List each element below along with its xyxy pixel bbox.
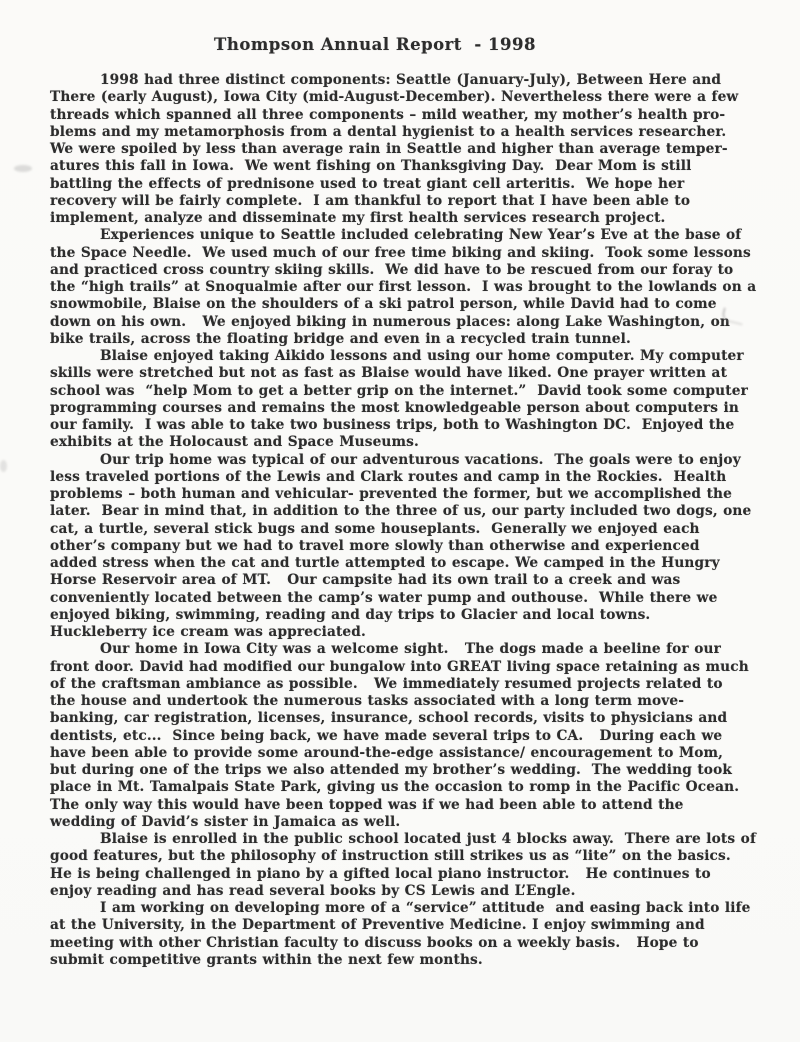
text-line: skills were stretched but not as fast as Blaise would have liked. One prayer written at bbox=[50, 365, 728, 382]
paragraph bbox=[50, 900, 750, 969]
text-line: dentists, etc... Since being back, we have made several trips to CA. During each we bbox=[50, 727, 723, 744]
text-line: added stress when the cat and turtle attempted to escape. We camped in the Hungry bbox=[50, 555, 720, 571]
text-line: I am working on developing more of a “service” attitude and easing back into life bbox=[100, 900, 751, 916]
text-line: snowmobile, Blaise on the shoulders of a ski patrol person, while David had to come bbox=[50, 296, 717, 313]
text-line: conveniently located between the camp’s water pump and outhouse. While there we bbox=[50, 589, 718, 606]
text-line: Our trip home was typical of our adventurous vacations. The goals were to enjoy bbox=[100, 451, 741, 468]
text-line: 1998 had three distinct components: Seattle (January-July), Between Here and bbox=[100, 72, 722, 88]
text-line: meeting with other Christian faculty to discuss books on a weekly basis. Hope to bbox=[50, 934, 699, 951]
text-line: We were spoiled by less than average rain in Seattle and higher than average temper- bbox=[50, 141, 728, 157]
text-line: programming courses and remains the most knowledgeable person about computers in bbox=[50, 399, 739, 416]
text-line: There (early August), Iowa City (mid-August-December). Nevertheless there were a few bbox=[50, 89, 739, 106]
text-line: have been able to provide some around-the-edge assistance/ encouragement to Mom, bbox=[50, 744, 724, 761]
text-line: the Space Needle. We used much of our free time biking and skiing. Took some lessons bbox=[50, 244, 751, 261]
text-line: recovery will be fairly complete. I am thankful to report that I have been able to bbox=[50, 192, 691, 209]
text-line: battling the effects of prednisone used to treat giant cell arteritis. We hope her bbox=[50, 175, 685, 192]
text-line: enjoyed biking, swimming, reading and day trips to Glacier and local towns. bbox=[50, 606, 651, 623]
text-line: threads which spanned all three components – mild weather, my mother’s health pro- bbox=[50, 106, 726, 123]
text-line: enjoy reading and has read several books by CS Lewis and L’Engle. bbox=[50, 882, 576, 899]
text-line: front door. David had modified our bungalow into GREAT living space retaining as much bbox=[50, 658, 749, 675]
text-line: Experiences unique to Seattle included celebrating New Year’s Eve at the base of bbox=[100, 227, 742, 244]
paragraph bbox=[50, 641, 750, 831]
text-line: Huckleberry ice cream was appreciated. bbox=[50, 624, 366, 640]
text-line: other’s company but we had to travel more slowly than otherwise and experienced bbox=[50, 537, 700, 554]
text-line: place in Mt. Tamalpais State Park, giving us the occasion to romp in the Pacific Ocean. bbox=[50, 779, 740, 796]
paragraph bbox=[50, 452, 750, 642]
text-line: later. Bear in mind that, in addition to the three of us, our party included two dogs, one bbox=[50, 503, 752, 520]
text-line: Horse Reservoir area of MT. Our campsite had its own trail to a creek and was bbox=[50, 572, 681, 589]
text-line: but during one of the trips we also attended my brother’s wedding. The wedding took bbox=[50, 762, 732, 778]
text-line: blems and my metamorphosis from a dental hygienist to a health services researcher. bbox=[50, 123, 727, 140]
text-line: The only way this would have been topped was if we had been able to attend the bbox=[50, 796, 684, 813]
text-line: the house and undertook the numerous tasks associated with a long term move- bbox=[50, 693, 685, 709]
text-line: less traveled portions of the Lewis and Clark routes and camp in the Rockies. Health bbox=[50, 468, 727, 485]
scan-smudge-artifact bbox=[14, 165, 32, 172]
text-line: atures this fall in Iowa. We went fishing on Thanksgiving Day. Dear Mom is still bbox=[50, 158, 692, 175]
text-line: good features, but the philosophy of instruction still strikes us as “lite” on the basics. bbox=[50, 848, 731, 865]
document-body bbox=[50, 72, 757, 969]
document-title: Thompson Annual Report - 1998 bbox=[214, 35, 536, 54]
text-line: of the craftsman ambiance as possible. We immediately resumed projects related to bbox=[50, 675, 723, 692]
paragraph bbox=[50, 72, 750, 227]
paragraph bbox=[50, 348, 750, 452]
text-line: school was “help Mom to get a better grip on the internet.” David took some computer bbox=[50, 382, 748, 399]
text-line: cat, a turtle, several stick bugs and some houseplants. Generally we enjoyed each bbox=[50, 520, 700, 537]
text-line: and practiced cross country skiing skills. We did have to be rescued from our foray to bbox=[50, 261, 734, 278]
text-line: bike trails, across the floating bridge and even in a recycled train tunnel. bbox=[50, 330, 631, 347]
paragraph bbox=[50, 831, 756, 900]
text-line: the “high trails” at Snoqualmie after our first lesson. I was brought to the lowlands on a bbox=[50, 279, 757, 295]
text-line: down on his own. We enjoyed biking in numerous places: along Lake Washington, on bbox=[50, 313, 730, 330]
text-line: wedding of David’s sister in Jamaica as well. bbox=[50, 813, 401, 830]
text-line: submit competitive grants within the next few months. bbox=[50, 951, 483, 968]
text-line: He is being challenged in piano by a gifted local piano instructor. He continues to bbox=[50, 865, 711, 882]
paragraph bbox=[50, 227, 757, 348]
text-line: Our home in Iowa City was a welcome sight. The dogs made a beeline for our bbox=[100, 641, 721, 658]
scan-edge-artifact bbox=[0, 460, 7, 472]
text-line: at the University, in the Department of Preventive Medicine. I enjoy swimming and bbox=[50, 917, 705, 934]
text-line: our family. I was able to take two business trips, both to Washington DC. Enjoyed the bbox=[50, 417, 735, 433]
text-line: banking, car registration, licenses, insurance, school records, visits to physicians and bbox=[50, 710, 728, 727]
text-line: implement, analyze and disseminate my first health services research project. bbox=[50, 210, 666, 226]
text-line: Blaise enjoyed taking Aikido lessons and using our home computer. My computer bbox=[100, 348, 744, 364]
text-line: exhibits at the Holocaust and Space Museums. bbox=[50, 434, 419, 451]
text-line: Blaise is enrolled in the public school located just 4 blocks away. There are lots of bbox=[100, 831, 756, 847]
text-line: problems – both human and vehicular- prevented the former, but we accomplished the bbox=[50, 486, 732, 502]
